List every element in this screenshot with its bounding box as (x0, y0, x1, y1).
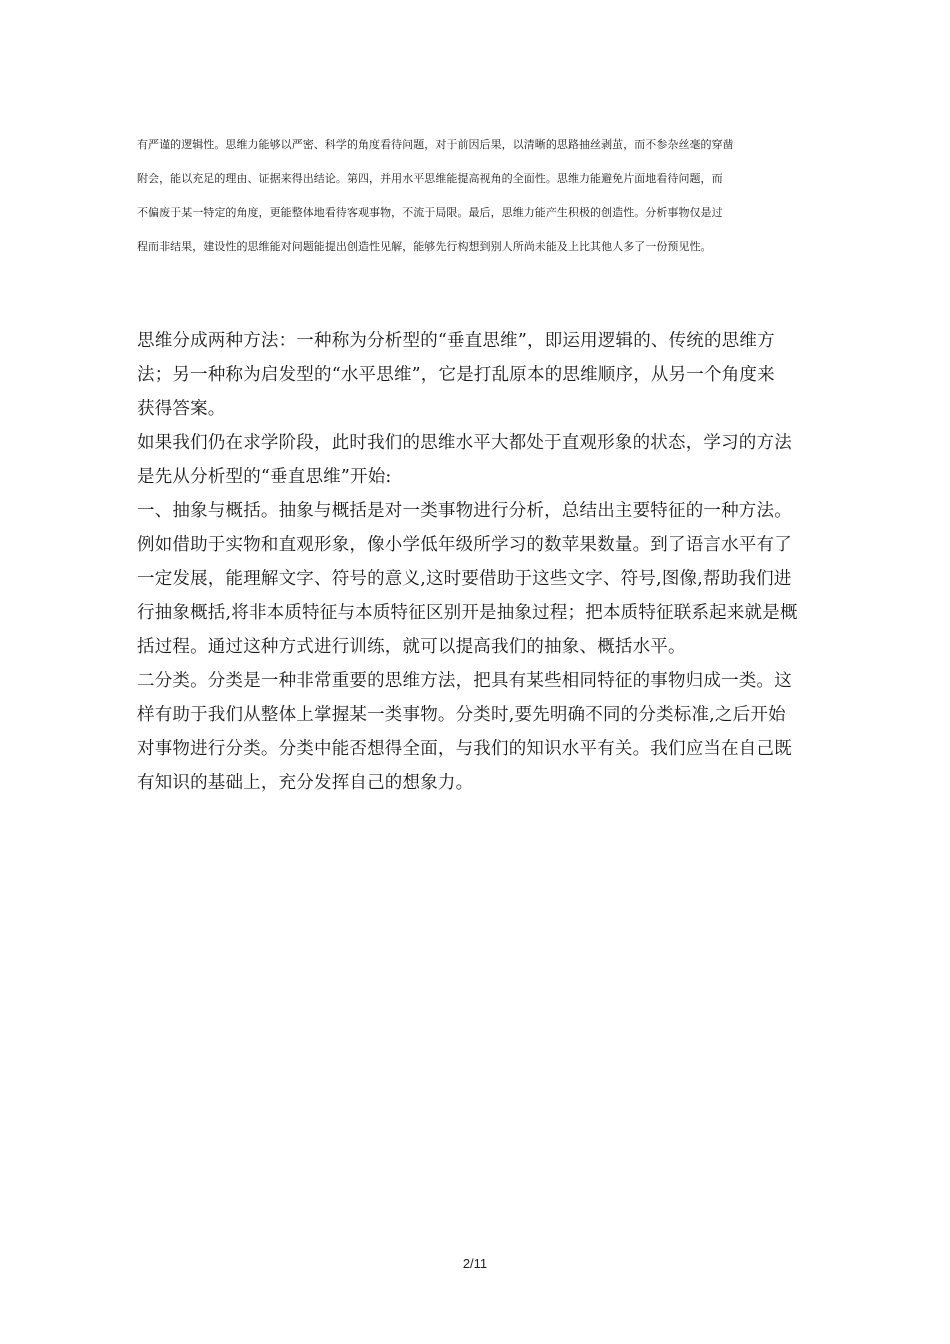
paragraph-learning-stage (137, 426, 827, 494)
text-line: 如果我们仍在求学阶段，此时我们的思维水平大都处于直观形象的状态，学习的方法 (137, 433, 792, 453)
text-line: 思维分成两种方法：一种称为分析型的“垂直思维”，即运用逻辑的、传统的思维方 (137, 331, 775, 351)
intro-line: 不偏废于某一特定的角度，更能整体地看待客观事物，不流于局限。最后，思维力能产生积极的创造性。分析事物仅是过 (137, 206, 723, 219)
text-line: 法；另一种称为启发型的“水平思维”，它是打乱原本的思维顺序，从另一个角度来 (137, 365, 775, 385)
paragraph-thinking-methods (137, 324, 827, 426)
text-line: 例如借助于实物和直观形象，像小学低年级所学习的数苹果数量。到了语言水平有了 (137, 535, 792, 555)
text-line: 二分类。分类是一种非常重要的思维方法，把具有某些相同特征的事物归成一类。这 (137, 671, 792, 691)
text-line: 一定发展，能理解文字、符号的意义,这时要借助于这些文字、符号,图像,帮助我们进 (137, 569, 792, 589)
intro-paragraph (137, 128, 827, 264)
text-line: 是先从分析型的“垂直思维”开始: (137, 467, 392, 487)
text-line: 一、抽象与概括。抽象与概括是对一类事物进行分析，总结出主要特征的一种方法。 (137, 501, 792, 521)
intro-line: 有严谨的逻辑性。思维力能够以严密、科学的角度看待问题，对于前因后果，以清晰的思路抽丝剥茧，而不参杂丝毫的穿凿 (137, 138, 734, 151)
paragraph-abstraction (137, 494, 827, 664)
text-line: 行抽象概括,将非本质特征与本质特征区别开是抽象过程；把本质特征联系起来就是概 (137, 603, 798, 623)
text-line: 样有助于我们从整体上掌握某一类事物。分类时,要先明确不同的分类标准,之后开始 (137, 705, 786, 725)
intro-line: 程而非结果，建设性的思维能对问题能提出创造性见解，能够先行构想到别人所尚未能及上比其他人多了一份预见性。 (137, 240, 712, 253)
text-line: 对事物进行分类。分类中能否想得全面，与我们的知识水平有关。我们应当在自己既 (137, 739, 792, 759)
paragraph-classification (137, 664, 827, 800)
page-number: 2/11 (462, 1256, 488, 1271)
intro-line: 附会，能以充足的理由、证据来得出结论。第四，并用水平思维能提高视角的全面性。思维力能避免片面地看待问题，而 (137, 172, 723, 185)
text-line: 括过程。通过这种方式进行训练，就可以提高我们的抽象、概括水平。 (137, 637, 686, 657)
text-line: 有知识的基础上，充分发挥自己的想象力。 (137, 773, 474, 793)
text-line: 获得答案。 (137, 399, 226, 419)
body-text (137, 324, 827, 800)
